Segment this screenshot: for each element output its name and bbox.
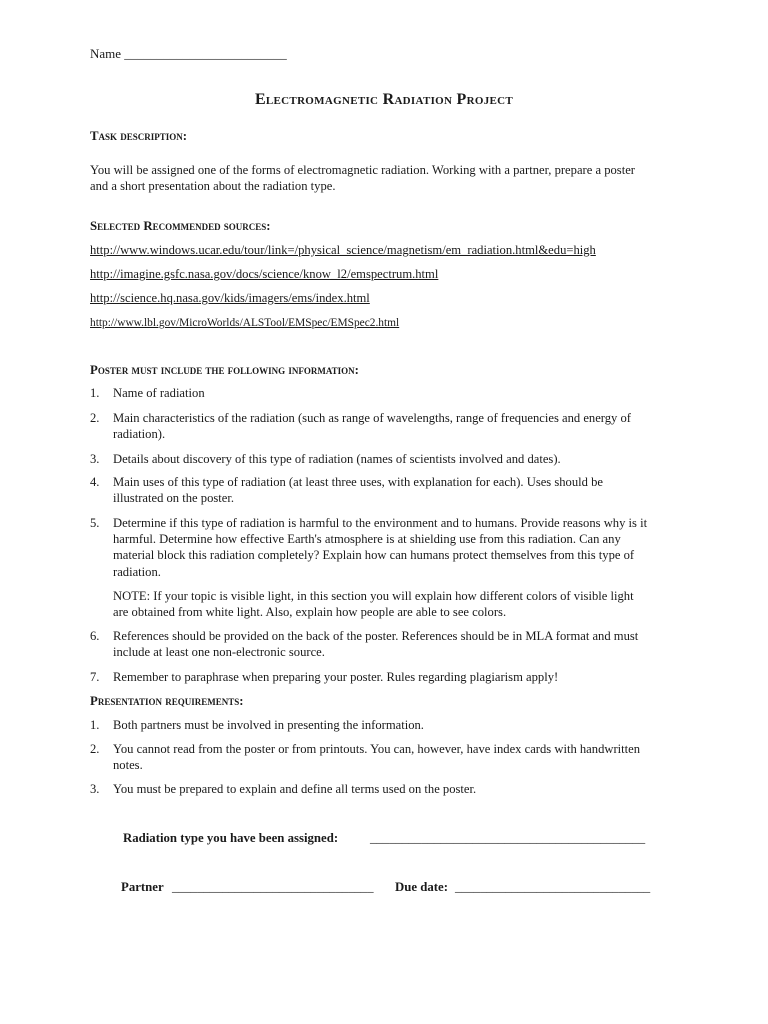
name-field-line: Name _________________________ bbox=[90, 46, 287, 61]
assigned-label: Radiation type you have been assigned: bbox=[123, 831, 339, 845]
due-date-label: Due date: bbox=[395, 880, 448, 894]
item-number: 3. bbox=[90, 782, 100, 796]
item-text: Details about discovery of this type of radiation (names of scientists involved and dates). bbox=[113, 452, 561, 466]
item-number: 1. bbox=[90, 718, 100, 732]
item-text: notes. bbox=[113, 758, 143, 772]
item-number: 6. bbox=[90, 629, 100, 643]
item-text: material block this radiation completely? Explain how can humans protect themselves from this type of bbox=[113, 548, 635, 562]
item-text: Name of radiation bbox=[113, 386, 205, 400]
item-text: Main characteristics of the radiation (such as range of wavelengths, range of frequencies and energy of bbox=[113, 411, 631, 425]
item-text: You must be prepared to explain and define all terms used on the poster. bbox=[113, 782, 477, 796]
item-text: Main uses of this type of radiation (at least three uses, with explanation for each). Uses should be bbox=[113, 475, 603, 489]
item-number: 2. bbox=[90, 742, 100, 756]
item-number: 1. bbox=[90, 386, 100, 400]
source-link-3[interactable]: http://science.hq.nasa.gov/kids/imagers/ems/index.html bbox=[90, 291, 370, 305]
item-text: radiation). bbox=[113, 427, 166, 441]
source-link-2[interactable]: http://imagine.gsfc.nasa.gov/docs/science/know_l2/emspectrum.html bbox=[90, 267, 439, 281]
partner-label: Partner bbox=[121, 880, 164, 894]
item-number: 5. bbox=[90, 516, 100, 530]
item-text: You cannot read from the poster or from printouts. You can, however, have index cards with handwritten bbox=[113, 742, 641, 756]
visible-light-note-line-2: are obtained from white light. Also, explain how people are able to see colors. bbox=[113, 605, 507, 619]
source-link-4[interactable]: http://www.lbl.gov/MicroWorlds/ALSTool/EMSpec/EMSpec2.html bbox=[90, 317, 400, 329]
item-number: 3. bbox=[90, 452, 100, 466]
item-number: 2. bbox=[90, 411, 100, 425]
item-text: radiation. bbox=[113, 565, 161, 579]
sources-heading: Selected Recommended sources: bbox=[90, 219, 271, 233]
partner-blank[interactable]: ________________________________ bbox=[172, 880, 374, 894]
item-number: 7. bbox=[90, 670, 100, 684]
task-line-1: You will be assigned one of the forms of electromagnetic radiation. Working with a partner, prepare a poster bbox=[90, 163, 635, 177]
item-text: References should be provided on the back of the poster. References should be in MLA format and must bbox=[113, 629, 639, 643]
item-text: illustrated on the poster. bbox=[113, 491, 235, 505]
task-heading: Task description: bbox=[90, 129, 188, 143]
due-date-blank[interactable]: _______________________________ bbox=[455, 880, 651, 894]
item-text: include at least one non-electronic source. bbox=[113, 645, 325, 659]
poster-heading: Poster must include the following information: bbox=[90, 363, 359, 377]
item-text: Determine if this type of radiation is harmful to the environment and to humans. Provide reasons why is it bbox=[113, 516, 648, 530]
task-line-2: and a short presentation about the radiation type. bbox=[90, 179, 336, 193]
assigned-blank[interactable]: ___________________________________________ bbox=[370, 831, 646, 845]
visible-light-note-line-1: NOTE: If your topic is visible light, in this section you will explain how different colors of visible light bbox=[113, 589, 634, 603]
presentation-heading: Presentation requirements: bbox=[90, 694, 244, 708]
page-title: Electromagnetic Radiation Project bbox=[254, 91, 514, 108]
item-text: harmful. Determine how effective Earth's atmosphere is at shielding use from this radiation. Can any bbox=[113, 532, 621, 546]
item-text: Remember to paraphrase when preparing your poster. Rules regarding plagiarism apply! bbox=[113, 670, 559, 684]
item-text: Both partners must be involved in presenting the information. bbox=[113, 718, 424, 732]
item-number: 4. bbox=[90, 475, 100, 489]
source-link-1[interactable]: http://www.windows.ucar.edu/tour/link=/physical_science/magnetism/em_radiation.html&edu=high bbox=[90, 243, 596, 257]
